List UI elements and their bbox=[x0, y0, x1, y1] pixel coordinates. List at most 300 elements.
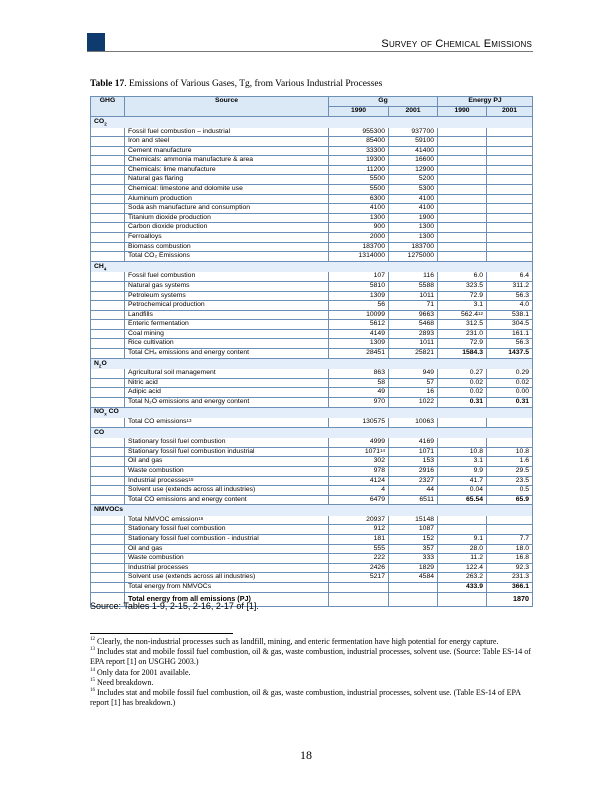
value-gg1990 bbox=[329, 242, 389, 252]
value-text: 10.8 bbox=[469, 447, 484, 455]
table-row bbox=[91, 301, 533, 311]
source-text: Ferroalloys bbox=[128, 233, 162, 241]
value-text: 152 bbox=[422, 534, 435, 542]
value-e1990 bbox=[438, 156, 487, 166]
value-text: 183700 bbox=[362, 242, 385, 250]
value-e2001 bbox=[487, 476, 533, 486]
value-gg2001 bbox=[389, 310, 438, 320]
source-cell bbox=[125, 281, 329, 291]
ghg-cell bbox=[91, 457, 125, 467]
value-text: 312.5 bbox=[466, 320, 484, 328]
value-e1990 bbox=[438, 447, 487, 457]
source-text: Carbon dioxide production bbox=[128, 223, 208, 231]
value-gg2001 bbox=[389, 291, 438, 301]
value-text: 1022 bbox=[418, 397, 435, 405]
value-e1990 bbox=[438, 486, 487, 496]
value-e1990 bbox=[438, 281, 487, 291]
source-cell bbox=[125, 320, 329, 330]
value-text: 59100 bbox=[415, 137, 435, 145]
source-cell bbox=[125, 233, 329, 243]
value-text: 222 bbox=[373, 554, 385, 562]
table-row bbox=[91, 554, 533, 564]
value-e1990 bbox=[438, 213, 487, 223]
value-text: 183700 bbox=[411, 242, 435, 250]
source-cell bbox=[125, 146, 329, 156]
value-e2001 bbox=[487, 242, 533, 252]
value-text: 978 bbox=[373, 466, 385, 474]
source-text: Adipic acid bbox=[128, 388, 161, 396]
value-text: 4.0 bbox=[519, 301, 530, 309]
value-e2001 bbox=[487, 320, 533, 330]
value-gg1990 bbox=[329, 281, 389, 291]
value-text: 263.2 bbox=[466, 573, 484, 581]
value-text: 1309 bbox=[369, 339, 385, 347]
footnote-number: 16 bbox=[90, 688, 95, 694]
total-energy-label: Total energy from all emissions (PJ) bbox=[125, 592, 329, 606]
value-text: 56 bbox=[377, 301, 385, 309]
source-cell bbox=[125, 204, 329, 214]
value-e1990 bbox=[438, 516, 487, 525]
footnote-number: 12 bbox=[90, 637, 95, 642]
table-row bbox=[91, 457, 533, 467]
ghg-cell bbox=[91, 156, 125, 166]
value-text: 25821 bbox=[415, 349, 435, 357]
source-cell bbox=[125, 329, 329, 339]
value-gg1990 bbox=[329, 272, 389, 281]
value-e2001 bbox=[487, 204, 533, 214]
source-text: Industrial processes bbox=[128, 563, 189, 571]
table-row bbox=[91, 128, 533, 137]
value-e2001 bbox=[487, 388, 533, 398]
source-text: Rice cultivation bbox=[128, 339, 174, 347]
gas-name: NMVOCs bbox=[94, 506, 124, 514]
value-text: 11200 bbox=[366, 165, 385, 173]
value-text: 311.2 bbox=[512, 281, 530, 289]
value-gg1990 bbox=[329, 252, 389, 262]
ghg-cell bbox=[91, 175, 125, 185]
source-cell bbox=[125, 213, 329, 223]
header-gg: Gg bbox=[329, 97, 438, 107]
ghg-cell bbox=[91, 486, 125, 496]
table-row bbox=[91, 242, 533, 252]
table-row bbox=[91, 476, 533, 486]
value-gg1990 bbox=[329, 466, 389, 476]
value-e1990 bbox=[438, 204, 487, 214]
caption-label: Table 17 bbox=[90, 79, 125, 89]
value-e2001 bbox=[487, 165, 533, 175]
value-e1990 bbox=[438, 310, 487, 320]
value-e2001 bbox=[487, 213, 533, 223]
table-row bbox=[91, 272, 533, 281]
value-gg2001 bbox=[389, 301, 438, 311]
section-label bbox=[91, 261, 533, 272]
ghg-cell bbox=[91, 329, 125, 339]
source-cell bbox=[125, 525, 329, 535]
source-text: Total CO₂ Emissions bbox=[128, 252, 190, 260]
ghg-cell bbox=[91, 165, 125, 175]
source-text: Stationary fossil fuel combustion bbox=[128, 438, 226, 446]
table-row bbox=[91, 146, 533, 156]
value-e1990 bbox=[438, 291, 487, 301]
value-text: 357 bbox=[422, 544, 435, 552]
value-text: 153 bbox=[422, 457, 435, 465]
gas-name-suffix: O bbox=[101, 359, 107, 367]
value-text: 56.3 bbox=[515, 291, 530, 299]
value-gg2001 bbox=[389, 320, 438, 330]
source-cell bbox=[125, 516, 329, 525]
value-e2001 bbox=[487, 457, 533, 467]
source-text: Stationary fossil fuel combustion industrial bbox=[128, 447, 255, 455]
value-e1990 bbox=[438, 349, 487, 359]
value-text: 2916 bbox=[418, 466, 435, 474]
ghg-cell bbox=[91, 281, 125, 291]
value-text: 4169 bbox=[418, 438, 435, 446]
header-gg-2001: 2001 bbox=[389, 107, 438, 117]
value-e2001 bbox=[487, 573, 533, 583]
table-row bbox=[91, 438, 533, 447]
value-gg1990 bbox=[329, 146, 389, 156]
value-text: 5468 bbox=[418, 320, 435, 328]
ghg-cell bbox=[91, 291, 125, 301]
value-gg2001 bbox=[389, 516, 438, 525]
value-gg1990 bbox=[329, 233, 389, 243]
value-e2001 bbox=[487, 582, 533, 592]
value-gg1990 bbox=[329, 582, 389, 592]
footnote-number: 15 bbox=[90, 677, 95, 683]
value-gg1990 bbox=[329, 476, 389, 486]
value-e2001 bbox=[487, 516, 533, 525]
value-e2001 bbox=[487, 252, 533, 262]
value-text: 16 bbox=[426, 388, 435, 396]
value-text: 1309 bbox=[369, 291, 385, 299]
table-row bbox=[91, 204, 533, 214]
gas-subscript: 4 bbox=[103, 266, 107, 272]
value-e1990 bbox=[438, 329, 487, 339]
value-gg2001 bbox=[389, 137, 438, 147]
section-header-row bbox=[91, 407, 533, 418]
source-text: Cement manufacture bbox=[128, 146, 192, 154]
value-e1990 bbox=[438, 301, 487, 311]
value-gg1990 bbox=[329, 128, 389, 137]
value-text: 4100 bbox=[418, 204, 435, 212]
value-e2001 bbox=[487, 194, 533, 204]
value-gg2001 bbox=[389, 146, 438, 156]
value-e2001 bbox=[487, 369, 533, 378]
value-text: 10099 bbox=[366, 310, 385, 318]
ghg-cell bbox=[91, 349, 125, 359]
value-text: 1300 bbox=[418, 233, 435, 241]
section-label bbox=[91, 117, 533, 128]
table-row bbox=[91, 486, 533, 496]
value-text: 16600 bbox=[415, 156, 435, 164]
gas-name: CO bbox=[94, 117, 105, 125]
ghg-cell bbox=[91, 369, 125, 378]
value-text: 323.5 bbox=[466, 281, 484, 289]
value-text: 5810 bbox=[369, 281, 385, 289]
value-e2001 bbox=[487, 310, 533, 320]
value-gg1990 bbox=[329, 457, 389, 467]
empty-cell bbox=[389, 592, 438, 606]
ghg-cell bbox=[91, 301, 125, 311]
value-text: 1275000 bbox=[407, 252, 435, 260]
value-text: 6.4 bbox=[519, 272, 530, 280]
table-row bbox=[91, 516, 533, 525]
table-row bbox=[91, 349, 533, 359]
logo-square bbox=[87, 33, 105, 51]
footnote-text: Includes stat and mobile fossil fuel combustion, oil & gas, waste combustion, industrial processes, solvent use. (Source: Table ES-14 of EPA report [1] on USGHG 2003.) bbox=[90, 647, 531, 667]
table-row bbox=[91, 388, 533, 398]
value-gg1990 bbox=[329, 563, 389, 573]
value-text: 1087 bbox=[418, 525, 435, 533]
value-text: 1829 bbox=[418, 563, 435, 571]
value-text: 20937 bbox=[366, 515, 385, 523]
value-gg2001 bbox=[389, 223, 438, 233]
value-gg1990 bbox=[329, 438, 389, 447]
table-row bbox=[91, 320, 533, 330]
value-e1990 bbox=[438, 544, 487, 554]
source-text: Oil and gas bbox=[128, 544, 163, 552]
source-cell bbox=[125, 466, 329, 476]
footnote bbox=[90, 678, 535, 688]
value-e1990 bbox=[438, 418, 487, 427]
value-e1990 bbox=[438, 495, 487, 505]
source-cell bbox=[125, 310, 329, 320]
value-gg1990 bbox=[329, 486, 389, 496]
source-cell bbox=[125, 388, 329, 398]
source-text: Iron and steel bbox=[128, 137, 170, 145]
value-gg1990 bbox=[329, 495, 389, 505]
value-text: 44 bbox=[426, 486, 435, 494]
value-text: 181 bbox=[373, 534, 385, 542]
value-text: 107 bbox=[373, 272, 385, 280]
value-text: 7.7 bbox=[519, 534, 530, 542]
source-cell bbox=[125, 137, 329, 147]
value-text: 5217 bbox=[369, 573, 385, 581]
value-text: 58 bbox=[377, 378, 385, 386]
value-gg1990 bbox=[329, 397, 389, 407]
source-text: Total NMVOC emission bbox=[128, 515, 199, 523]
value-text: 0.02 bbox=[515, 378, 530, 386]
value-text: 0.31 bbox=[515, 397, 530, 405]
ghg-cell bbox=[91, 447, 125, 457]
footnote-ref: 16 bbox=[198, 515, 204, 521]
source-text: Oil and gas bbox=[128, 457, 163, 465]
value-text: 5588 bbox=[418, 281, 435, 289]
value-e2001 bbox=[487, 554, 533, 564]
value-e2001 bbox=[487, 534, 533, 544]
value-e1990 bbox=[438, 466, 487, 476]
value-gg1990 bbox=[329, 339, 389, 349]
source-text: Solvent use (extends across all industries) bbox=[128, 573, 256, 581]
value-text: 3.1 bbox=[473, 301, 484, 309]
ghg-cell bbox=[91, 563, 125, 573]
value-text: 1300 bbox=[418, 223, 435, 231]
source-text: Waste combustion bbox=[128, 554, 184, 562]
value-text: 9.1 bbox=[473, 534, 484, 542]
value-gg2001 bbox=[389, 194, 438, 204]
value-text: 4124 bbox=[369, 476, 385, 484]
source-text: Natural gas systems bbox=[128, 281, 190, 289]
source-text: Stationary fossil fuel combustion bbox=[128, 525, 226, 533]
gas-name: CH bbox=[94, 262, 104, 270]
value-e1990 bbox=[438, 378, 487, 388]
value-e2001 bbox=[487, 495, 533, 505]
value-text: 49 bbox=[377, 388, 385, 396]
value-gg1990 bbox=[329, 137, 389, 147]
empty-cell bbox=[329, 592, 389, 606]
ghg-cell bbox=[91, 573, 125, 583]
table-row bbox=[91, 573, 533, 583]
source-cell bbox=[125, 544, 329, 554]
value-e1990 bbox=[438, 146, 487, 156]
source-text: Agricultural soil management bbox=[128, 369, 216, 377]
value-gg2001 bbox=[389, 185, 438, 195]
ghg-cell bbox=[91, 137, 125, 147]
ghg-cell bbox=[91, 320, 125, 330]
value-text: 0.27 bbox=[469, 369, 484, 377]
ghg-cell bbox=[91, 194, 125, 204]
value-e1990 bbox=[438, 476, 487, 486]
section-header-row bbox=[91, 427, 533, 438]
value-gg1990 bbox=[329, 329, 389, 339]
footnote-ref: 13 bbox=[186, 418, 192, 424]
value-e1990 bbox=[438, 563, 487, 573]
value-e1990 bbox=[438, 388, 487, 398]
value-text: 5612 bbox=[369, 320, 385, 328]
value-text: 0.5 bbox=[519, 486, 530, 494]
value-gg1990 bbox=[329, 447, 389, 457]
value-text: 161.1 bbox=[512, 329, 530, 337]
value-gg2001 bbox=[389, 369, 438, 378]
source-cell bbox=[125, 223, 329, 233]
table-row bbox=[91, 310, 533, 320]
value-text: 1.6 bbox=[519, 457, 530, 465]
value-text: 116 bbox=[423, 272, 435, 280]
value-gg2001 bbox=[389, 495, 438, 505]
value-gg2001 bbox=[389, 128, 438, 137]
footnote-text: Includes stat and mobile fossil fuel combustion, oil & gas, waste combustion, industrial processes, solvent use. (Table ES-14 of EPA report [1] has breakdown.) bbox=[90, 688, 521, 708]
ghg-cell bbox=[91, 128, 125, 137]
header-ghg: GHG bbox=[91, 97, 125, 117]
value-text: 130575 bbox=[362, 418, 385, 426]
footnote-number: 13 bbox=[90, 647, 95, 653]
value-text: 6300 bbox=[369, 194, 385, 202]
value-text: 72.9 bbox=[469, 291, 484, 299]
source-cell bbox=[125, 185, 329, 195]
source-cell bbox=[125, 369, 329, 378]
source-cell bbox=[125, 418, 329, 427]
source-cell bbox=[125, 582, 329, 592]
value-gg2001 bbox=[389, 175, 438, 185]
value-text: 0.00 bbox=[515, 388, 530, 396]
value-e1990 bbox=[438, 573, 487, 583]
source-text: Fossil fuel combustion bbox=[128, 272, 196, 280]
value-text: 92.3 bbox=[515, 563, 530, 571]
value-text: 912 bbox=[373, 525, 385, 533]
value-e2001 bbox=[487, 233, 533, 243]
table-row bbox=[91, 213, 533, 223]
value-gg2001 bbox=[389, 397, 438, 407]
value-text: 231.3 bbox=[512, 573, 530, 581]
source-cell bbox=[125, 301, 329, 311]
source-text: Total CO emissions bbox=[128, 418, 187, 426]
table-row bbox=[91, 175, 533, 185]
value-text: 2426 bbox=[369, 563, 385, 571]
section-label bbox=[91, 427, 533, 438]
ghg-cell bbox=[91, 476, 125, 486]
value-text: 65.54 bbox=[466, 495, 484, 503]
table-row bbox=[91, 156, 533, 166]
value-gg1990 bbox=[329, 204, 389, 214]
value-gg1990 bbox=[329, 301, 389, 311]
source-cell bbox=[125, 349, 329, 359]
value-gg2001 bbox=[389, 476, 438, 486]
value-e1990 bbox=[438, 582, 487, 592]
source-text: Chemicals: lime manufacture bbox=[128, 165, 216, 173]
table-row bbox=[91, 447, 533, 457]
table-row bbox=[91, 291, 533, 301]
ghg-cell bbox=[91, 252, 125, 262]
table-body bbox=[91, 117, 533, 607]
value-text: 562.4 bbox=[460, 310, 478, 318]
value-gg2001 bbox=[389, 582, 438, 592]
source-cell bbox=[125, 447, 329, 457]
source-text: Chemicals: ammonia manufacture & area bbox=[128, 156, 254, 164]
table-row bbox=[91, 466, 533, 476]
source-cell bbox=[125, 156, 329, 166]
source-text: Nitric acid bbox=[128, 378, 158, 386]
table-row bbox=[91, 582, 533, 592]
value-text: 33300 bbox=[366, 146, 385, 154]
value-text: 12900 bbox=[415, 165, 435, 173]
value-e2001 bbox=[487, 156, 533, 166]
value-e2001 bbox=[487, 447, 533, 457]
value-e1990 bbox=[438, 525, 487, 535]
value-text: 304.5 bbox=[512, 320, 530, 328]
section-header-row bbox=[91, 505, 533, 516]
value-e2001 bbox=[487, 329, 533, 339]
value-text: 18.0 bbox=[515, 544, 530, 552]
value-e1990 bbox=[438, 369, 487, 378]
value-gg1990 bbox=[329, 291, 389, 301]
source-text: Soda ash manufacture and consumption bbox=[128, 204, 251, 212]
value-gg2001 bbox=[389, 388, 438, 398]
table-row bbox=[91, 194, 533, 204]
table-row bbox=[91, 281, 533, 291]
emissions-table bbox=[90, 96, 533, 607]
total-energy-value: 1870 bbox=[487, 592, 533, 606]
footnote-ref: 15 bbox=[188, 476, 194, 482]
value-gg1990 bbox=[329, 185, 389, 195]
value-text: 2000 bbox=[369, 233, 385, 241]
value-text: 56.3 bbox=[515, 339, 530, 347]
gas-subscript: 2 bbox=[98, 362, 102, 368]
value-gg2001 bbox=[389, 156, 438, 166]
footnotes bbox=[90, 637, 535, 708]
source-text: Biomass combustion bbox=[128, 242, 191, 250]
value-text: 9663 bbox=[418, 310, 435, 318]
value-gg2001 bbox=[389, 466, 438, 476]
source-text: Total energy from NMVOCs bbox=[128, 582, 212, 590]
gas-name: NO bbox=[94, 408, 105, 416]
source-cell bbox=[125, 573, 329, 583]
table-row bbox=[91, 418, 533, 427]
value-text: 5500 bbox=[369, 175, 385, 183]
gas-subscript: 2 bbox=[104, 121, 107, 127]
value-gg1990 bbox=[329, 175, 389, 185]
value-gg1990 bbox=[329, 418, 389, 427]
table-row bbox=[91, 252, 533, 262]
